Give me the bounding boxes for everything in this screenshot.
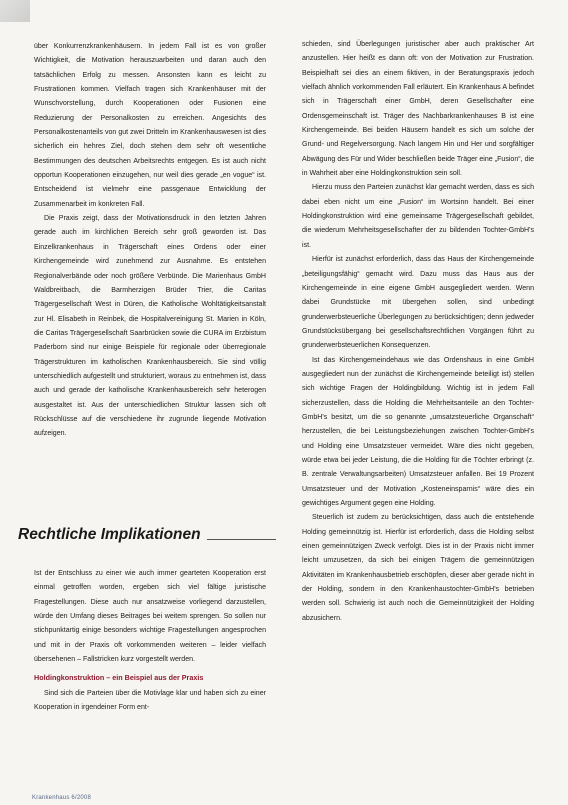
paragraph: Sind sich die Parteien über die Motivlage klar und haben sich zu einer Kooperation in irgendeiner Form ent- [34, 689, 266, 712]
page-footer: Krankenhaus 6/2008 [32, 795, 91, 801]
paragraph: Ist das Kirchengemeindehaus wie das Ordenshaus in eine GmbH ausgegliedert nun der zunächst die Kirchengemeinde beteiligt ist) stellen sich wichtige Fragen der Holdingbildung. Wichtig ist in jedem Fall sicherzustellen, dass die Holding die Mehrheitsanteile an den Tochter-GmbH's besitzt, um die so genannte „umsatzsteuerliche Organschaft“ herzustellen, die bei Leistungsbeziehungen zwischen Tochter-GmbH's und Holding eine Umsatzsteuer vermeidet. Wäre dies nicht gegeben, würde etwa bei jeder Leistung, die die Holding für die Töchter erbringt (z. B. zentrale Verwaltungsarbeiten) Umsatzsteuer anfallen. Bei 19 Prozent Umsatzsteuer und der Motivation „Kosteneinsparnis“ wäre dies ein gewichtiges Argument gegen eine Holding. [302, 356, 534, 507]
paragraph: über Konkurrenzkrankenhäusern. In jedem Fall ist es von großer Wichtigkeit, die Motivation herauszuarbeiten und daran auch den tatsächlichen Erfolg zu messen. Ansonsten kann es leicht zu Frustrationen kommen. Vielfach tragen sich Krankenhäuser mit der Wunschvorstellung, durch Kooperationen oder Fusionen eine Reduzierung der Personalkosten zu erreichen. Angesichts des Personalkostenanteils von gut zwei Dritteln im Krankenhauswesen ist dies sicherlich ein hehres Ziel, doch stehen dem sehr oft wesentliche Bestimmungen des deutschen Arbeitsrechts entgegen. Es ist auch nicht opportun Kooperationen einzugehen, nur weil dies gerade „en vogue“ ist. Entscheidend ist vielmehr eine passgenaue Entwicklung der Zusammenarbeit im konkreten Fall. [34, 43, 266, 208]
heading-rule [207, 539, 276, 540]
left-column-lower [34, 567, 266, 715]
section-heading [18, 526, 276, 544]
paragraph: Ist der Entschluss zu einer wie auch immer gearteten Kooperation erst einmal getroffen worden, ergeben sich viel fältige juristische Fragestellungen. Diese auch nur ansatzweise vorliegend darzustellen, würde den Umfang dieses Beitrages bei weitem sprengen. So sollen nur stichpunktartig einige besonders wichtige Fragestellungen angesprochen und mit in der Praxis oft vorkommenden weiteren – leider vielfach übersehenen – Fallstricken kurz vorgestellt werden. [34, 570, 266, 664]
paragraph: Steuerlich ist zudem zu berücksichtigen, dass auch die entstehende Holding gemeinnützig ist. Hierfür ist erforderlich, dass die Holding selbst einen gemeinnützigen Zweck verfolgt. Dies ist in der Praxis nicht immer leicht umzusetzen, da sich bei einigen Trägern die gemeinnützigen Aktivitäten im Krankenhausbetrieb erschöpfen, dieser aber gerade nicht in der Holding, sondern in den Krankenhaustochter-GmbH's betrieben werden soll. Schwierig ist auch noch die Gemeinnützigkeit der Holding abzusichern. [302, 514, 534, 622]
section-heading-text: Rechtliche Implikationen [18, 526, 201, 543]
subheading-text: Holdingkonstruktion – ein Beispiel aus der Praxis [34, 673, 204, 683]
subheading [34, 671, 266, 686]
paragraph: Die Praxis zeigt, dass der Motivationsdruck in den letzten Jahren gerade auch im kirchlichen Bereich sehr groß geworden ist. Das Einzelkrankenhaus in Trägerschaft eines Ordens oder einer Kirchengemeinde wird zunehmend zur Ausnahme. Es entstehen Regionalverbände oder noch größere Verbünde. Die Marienhaus GmbH Waldbreitbach, die Barmherzigen Brüder Trier, die Caritas Trägergesellschaft West in Düren, die Katholische Wohltätigkeitsanstalt zur Hl. Elisabeth in Reinbek, die Hospitalvereinigung St. Marien in Köln, die Caritas Trägergesellschaft Saarbrücken sowie die CURA im Erzbistum Paderborn sind nur einige Beispiele für regionale oder überregionale Trägerstrukturen im katholischen Krankenhausbereich. Sie sind völlig unterschiedlich aufgestellt und strukturiert, woraus zu entnehmen ist, dass auch und gerade der katholische Krankenhausbereich sehr heterogen ausgestaltet ist. Aus der unterschiedlichen Struktur lassen sich oft Rückschlüsse auf die verschiedene ihr zugrunde liegende Motivation aufzeigen. [34, 215, 266, 438]
paragraph: schieden, sind Überlegungen juristischer aber auch praktischer Art anzustellen. Hier heißt es dann oft: von der Motivation zur Frustration. Beispielhaft sei dies an einem fiktiven, in der Beratungspraxis jedoch vielfach ähnlich vorkommenden Fall erläutert. Ein Krankenhaus A befindet sich in Trägerschaft einer GmbH, deren Gesellschafter eine Ordensgemeinschaft ist. Träger des Nachbarkrankenhauses B ist eine Kirchengemeinde. Bei beiden Häusern handelt es sich um solche der Grund- und Regelversorgung. Nach langem Hin und Her und sorgfältiger Abwägung des Für und Wider beschließen beide Träger eine „Fusion“, die in Wahrheit aber eine Holdingkonstruktion sein soll. [302, 41, 534, 178]
paragraph: Hierzu muss den Parteien zunächst klar gemacht werden, dass es sich dabei eben nicht um eine „Fusion“ im Wortsinn handelt. Bei einer Holdingkonstruktion wird eine gemeinsame Trägergesellschaft gebildet, die wiederum Mehrheitsgesellschafter der zu bildenden Tochter-GmbH's ist. [302, 184, 534, 249]
paragraph: Hierfür ist zunächst erforderlich, dass das Haus der Kirchengemeinde „beteiligungsfähig“ gemacht wird. Dazu muss das Haus aus der Kirchengemeinde in eine eigene GmbH ausgegliedert werden. Wenn dabei Grundstücke mit übergehen sollen, sind unbedingt grunderwerbsteuerliche Überlegungen zu berücksichtigen; denn jedweder Grundstücksübergang bei gesellschaftsrechtlichen Vorgängen führt zu grunderwerbsteuerlichen Konsequenzen. [302, 256, 534, 350]
page-corner-mark [0, 0, 30, 22]
right-column [302, 38, 534, 626]
left-column [34, 40, 266, 442]
